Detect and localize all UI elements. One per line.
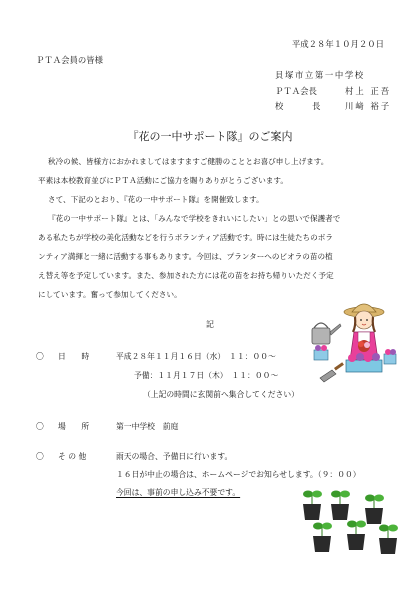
other-label: 〇 そ の 他 bbox=[36, 452, 87, 461]
body-paragraph-3: さて、下記のとおり、『花の一中サポート隊』を開催致します。 bbox=[48, 195, 264, 204]
seedling-icon bbox=[347, 521, 366, 551]
body-paragraph-4-line-1: 『花の一中サポート隊』とは、「みんなで学校をきれいにしたい」との思いで保護者で bbox=[48, 214, 341, 223]
body-paragraph-4-line-2: ある私たちが学校の美化活動などを行うボランティア活動です。時には生徒たちのボラ bbox=[38, 233, 333, 242]
ki-heading: 記 bbox=[206, 320, 214, 329]
backup-date-value: 予備：１１月１７日（木） １１：００～ bbox=[134, 371, 279, 380]
signer2-name: 川﨑 裕子 bbox=[345, 101, 392, 111]
addressee: ＰＴＡ会員の皆様 bbox=[36, 55, 103, 65]
other-line-1: 雨天の場合、予備日に行います。 bbox=[116, 452, 233, 461]
bullet: 〇 bbox=[36, 452, 44, 461]
girl-icon bbox=[344, 304, 384, 360]
signer1-role: ＰＴＡ会長 bbox=[275, 86, 317, 96]
bullet: 〇 bbox=[36, 352, 44, 361]
gather-note: （上記の時間に玄関前へ集合してください） bbox=[143, 390, 299, 399]
signer2-role-part2: 長 bbox=[312, 101, 321, 111]
other-line-2: １６日が中止の場合は、ホームページでお知らせします。（９：００） bbox=[116, 470, 361, 479]
other-line-3-no-registration: 今回は、事前の申し込み不要です。 bbox=[116, 488, 241, 497]
seedling-icon bbox=[331, 491, 350, 521]
body-paragraph-4-line-3: ンティア満揮と一緒に活動する事もあります。今回は、プランターへのビオラの苗の植 bbox=[38, 252, 333, 261]
body-paragraph-1: 秋冷の候、皆様方におかれましてはますますご健勝のこととお喜び申し上げます。 bbox=[48, 157, 329, 166]
place-label: 〇 場 所 bbox=[36, 422, 90, 431]
signer1-name: 村上 正吾 bbox=[345, 86, 392, 96]
document-title: 『花の一中サポート隊』のご案内 bbox=[127, 130, 293, 143]
body-paragraph-4-line-4: え替え等を予定しています。また、参加された方には花の苗をお持ち帰りいただく予定 bbox=[38, 271, 334, 280]
trowel-icon bbox=[320, 362, 344, 382]
seedling-icon bbox=[365, 495, 384, 525]
bullet: 〇 bbox=[36, 422, 44, 431]
seedling-icon bbox=[379, 525, 398, 555]
watering-can-icon bbox=[312, 323, 341, 344]
body-paragraph-4-line-5: にしています。奮って参加してください。 bbox=[38, 290, 182, 299]
signer2-role-part1: 校 bbox=[275, 101, 284, 111]
seedling-icon bbox=[303, 491, 322, 521]
seedling-pots-illustration bbox=[298, 490, 402, 558]
place-value: 第一中学校 前庭 bbox=[116, 422, 179, 431]
date-label: 〇 日 時 bbox=[36, 352, 90, 361]
signer-pta-chair bbox=[275, 86, 392, 96]
school-name: 貝塚市立第一中学校 bbox=[275, 70, 365, 80]
body-paragraph-2: 平素は本校教育並びにＰＴＡ活動にご協力を賜りありがとうございます。 bbox=[38, 176, 288, 185]
seedling-icon bbox=[313, 523, 332, 553]
document-date: 平成２８年１０月２０日 bbox=[291, 39, 384, 49]
date-value: 平成２８年１１月１６日（水） １１：００～ bbox=[116, 352, 276, 361]
gardening-girl-illustration bbox=[306, 298, 398, 398]
signer-principal bbox=[275, 101, 392, 111]
